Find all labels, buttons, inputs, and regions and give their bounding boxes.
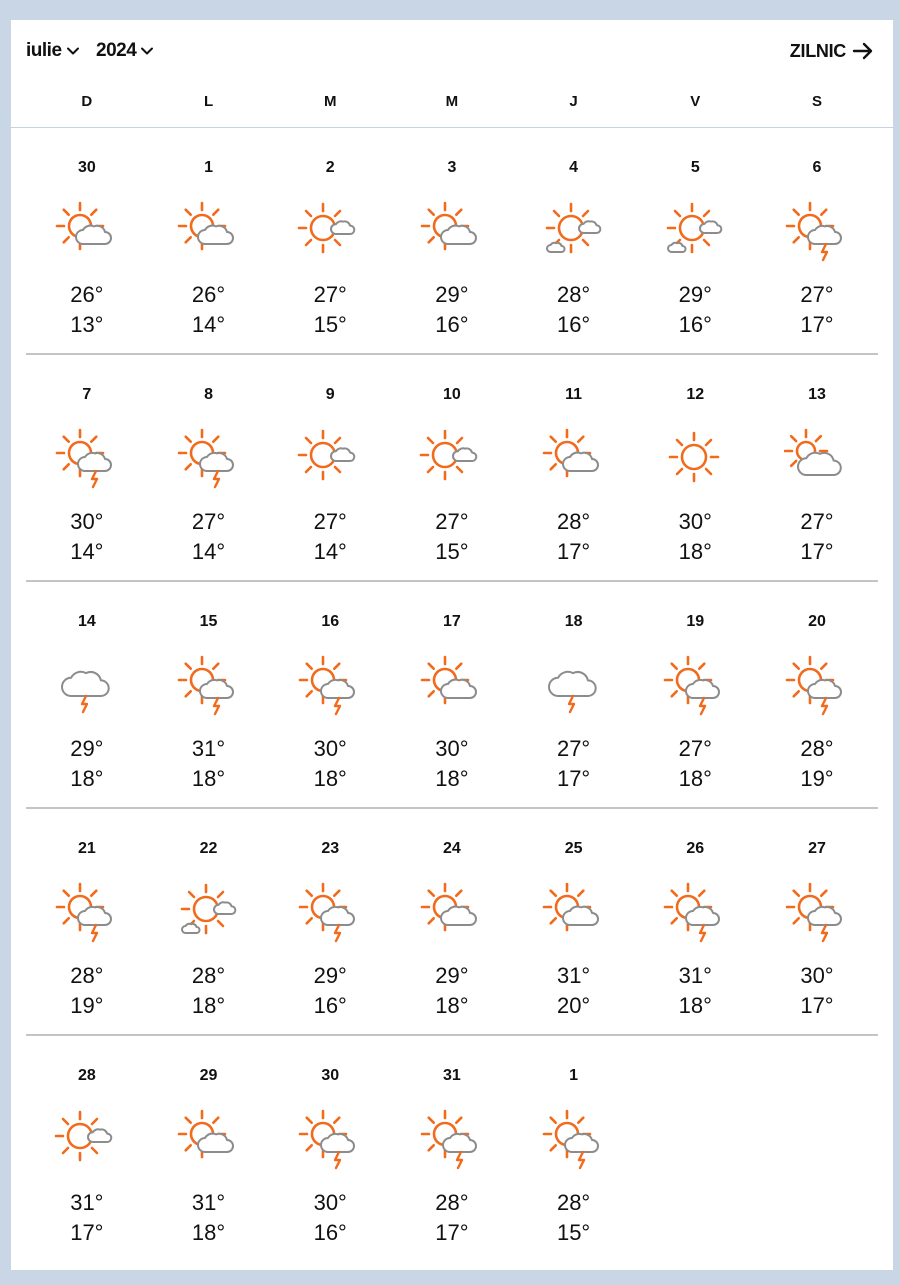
day-number: 22 — [199, 840, 218, 857]
sun-small-cloud-icon — [297, 200, 361, 264]
min-temperature: 18° — [191, 993, 226, 1018]
weekday-label: L — [203, 93, 214, 110]
min-temperature: 15° — [313, 312, 347, 337]
day-number: 10 — [443, 386, 461, 403]
sun-cloud-storm-icon — [297, 881, 361, 945]
min-temperature: 14° — [191, 312, 226, 337]
day-cell[interactable] — [513, 582, 635, 807]
max-temperature: 27° — [435, 509, 469, 534]
min-temperature: 17° — [800, 539, 834, 564]
max-temperature: 29° — [435, 282, 469, 307]
week-row — [26, 355, 878, 582]
sun-cloud-icon — [419, 654, 483, 718]
weekday-label: D — [81, 93, 93, 110]
day-cell[interactable] — [269, 582, 391, 807]
min-temperature: 18° — [70, 766, 104, 791]
day-number: 12 — [686, 386, 705, 403]
sun-two-clouds-icon — [662, 200, 726, 264]
day-number: 25 — [564, 840, 583, 857]
min-temperature: 18° — [435, 993, 469, 1018]
week-row — [26, 582, 878, 809]
day-cell[interactable] — [513, 128, 635, 353]
day-number: 28 — [77, 1067, 96, 1084]
day-cell[interactable] — [391, 582, 513, 807]
min-temperature: 15° — [435, 539, 469, 564]
day-cell[interactable] — [391, 809, 513, 1034]
daily-view-label: ZILNIC — [789, 40, 846, 61]
day-cell[interactable] — [26, 128, 148, 353]
day-cell[interactable] — [756, 809, 878, 1034]
day-number: 17 — [443, 613, 461, 630]
min-temperature: 19° — [70, 993, 104, 1018]
weekday-label: M — [445, 93, 459, 110]
sun-cloud-icon — [176, 1108, 240, 1172]
max-temperature: 29° — [678, 282, 712, 307]
max-temperature: 28° — [800, 736, 834, 761]
max-temperature: 28° — [70, 963, 104, 988]
year-label: 2024 — [96, 40, 137, 61]
sun-cloud-icon — [541, 881, 605, 945]
day-cell[interactable] — [26, 809, 148, 1034]
max-temperature: 26° — [191, 282, 226, 307]
max-temperature: 30° — [678, 509, 712, 534]
day-cell[interactable] — [148, 355, 270, 580]
max-temperature: 27° — [191, 509, 226, 534]
sun-cloud-icon — [176, 200, 240, 264]
year-selector[interactable] — [96, 38, 154, 64]
max-temperature: 26° — [70, 282, 104, 307]
week-row — [26, 1036, 878, 1263]
min-temperature: 13° — [70, 312, 104, 337]
weekday-label: J — [569, 93, 578, 110]
max-temperature: 29° — [70, 736, 104, 761]
day-number: 14 — [77, 613, 96, 630]
sun-cloud-icon — [541, 427, 605, 491]
day-number: 2 — [325, 159, 335, 176]
min-temperature: 14° — [70, 539, 104, 564]
day-number: 4 — [569, 159, 579, 176]
day-cell[interactable] — [756, 355, 878, 580]
min-temperature: 20° — [556, 993, 591, 1018]
day-number: 26 — [686, 840, 705, 857]
day-cell[interactable] — [391, 128, 513, 353]
day-number: 23 — [321, 840, 340, 857]
max-temperature: 31° — [556, 963, 591, 988]
sun-two-clouds-icon — [541, 200, 605, 264]
max-temperature: 27° — [313, 282, 347, 307]
calendar-header — [11, 20, 893, 82]
sun-cloud-storm-icon — [297, 1108, 361, 1172]
sun-two-clouds-icon — [176, 881, 240, 945]
day-number: 3 — [447, 159, 457, 176]
day-number: 18 — [564, 613, 583, 630]
week-row — [26, 128, 878, 355]
day-number: 7 — [82, 386, 92, 403]
day-cell[interactable] — [634, 128, 756, 353]
day-cell[interactable] — [634, 582, 756, 807]
min-temperature: 17° — [435, 1220, 469, 1245]
day-cell[interactable] — [148, 582, 270, 807]
min-temperature: 18° — [191, 1220, 226, 1245]
max-temperature: 27° — [678, 736, 712, 761]
sun-cloud-storm-icon — [541, 1108, 605, 1172]
day-number: 6 — [812, 159, 822, 176]
day-cell[interactable] — [269, 355, 391, 580]
weekday-header-row — [26, 92, 878, 112]
sun-cloud-icon — [419, 881, 483, 945]
day-cell[interactable] — [756, 582, 878, 807]
day-number: 30 — [77, 159, 96, 176]
sun-cloud-storm-icon — [176, 427, 240, 491]
min-temperature: 18° — [313, 766, 347, 791]
month-label: iulie — [26, 40, 62, 61]
min-temperature: 17° — [800, 993, 834, 1018]
day-cell[interactable] — [26, 582, 148, 807]
day-number: 8 — [204, 386, 213, 403]
max-temperature: 31° — [191, 736, 226, 761]
min-temperature: 16° — [556, 312, 591, 337]
chevron-down-icon — [140, 44, 154, 58]
month-selector[interactable] — [26, 38, 80, 64]
day-number: 9 — [325, 386, 335, 403]
max-temperature: 30° — [800, 963, 834, 988]
day-cell[interactable] — [391, 355, 513, 580]
max-temperature: 27° — [800, 282, 834, 307]
max-temperature: 28° — [556, 282, 591, 307]
max-temperature: 30° — [313, 736, 347, 761]
day-cell[interactable] — [391, 1036, 513, 1263]
calendar-panel — [11, 20, 893, 1270]
sun-cloud-storm-icon — [784, 654, 848, 718]
min-temperature: 16° — [678, 312, 712, 337]
week-row — [26, 809, 878, 1036]
day-cell[interactable] — [513, 1036, 635, 1263]
max-temperature: 29° — [313, 963, 347, 988]
sun-cloud-icon — [419, 200, 483, 264]
sun-cloud-storm-icon — [54, 881, 118, 945]
day-number: 11 — [565, 386, 583, 403]
min-temperature: 18° — [191, 766, 226, 791]
min-temperature: 17° — [556, 766, 591, 791]
min-temperature: 16° — [313, 993, 347, 1018]
day-number: 20 — [808, 613, 826, 630]
calendar-grid — [26, 128, 878, 1263]
day-cell[interactable] — [26, 355, 148, 580]
max-temperature: 28° — [556, 1190, 591, 1215]
sun-cloud-storm-icon — [297, 654, 361, 718]
min-temperature: 18° — [678, 539, 712, 564]
weekday-label: S — [811, 93, 822, 110]
day-cell[interactable] — [269, 1036, 391, 1263]
min-temperature: 17° — [556, 539, 591, 564]
min-temperature: 16° — [313, 1220, 347, 1245]
min-temperature: 17° — [800, 312, 834, 337]
cloud-storm-icon — [541, 654, 605, 718]
min-temperature: 16° — [435, 312, 469, 337]
weekday-label: M — [323, 93, 337, 110]
max-temperature: 28° — [556, 509, 591, 534]
day-number: 21 — [77, 840, 96, 857]
max-temperature: 31° — [678, 963, 712, 988]
day-number: 30 — [321, 1067, 340, 1084]
day-cell[interactable] — [634, 355, 756, 580]
day-cell[interactable] — [634, 809, 756, 1034]
sun-cloud-storm-icon — [662, 881, 726, 945]
day-cell[interactable] — [148, 1036, 270, 1263]
max-temperature: 30° — [313, 1190, 347, 1215]
sun-cloud-storm-icon — [419, 1108, 483, 1172]
day-cell[interactable] — [148, 128, 270, 353]
day-number: 19 — [686, 613, 705, 630]
min-temperature: 19° — [800, 766, 834, 791]
day-cell[interactable] — [513, 355, 635, 580]
day-number: 5 — [690, 159, 700, 176]
max-temperature: 27° — [800, 509, 834, 534]
day-cell[interactable] — [148, 809, 270, 1034]
day-number: 27 — [808, 840, 826, 857]
max-temperature: 28° — [191, 963, 226, 988]
cloud-storm-icon — [54, 654, 118, 718]
max-temperature: 29° — [435, 963, 469, 988]
day-number: 15 — [199, 613, 218, 630]
min-temperature: 14° — [191, 539, 226, 564]
sun-cloud-storm-icon — [176, 654, 240, 718]
max-temperature: 27° — [313, 509, 347, 534]
max-temperature: 31° — [70, 1190, 104, 1215]
max-temperature: 30° — [435, 736, 469, 761]
day-number: 31 — [443, 1067, 461, 1084]
day-cell[interactable] — [513, 809, 635, 1034]
min-temperature: 14° — [313, 539, 347, 564]
day-number: 1 — [569, 1067, 579, 1084]
day-number: 24 — [443, 840, 461, 857]
day-number: 1 — [204, 159, 213, 176]
day-cell[interactable] — [269, 809, 391, 1034]
day-cell[interactable] — [756, 128, 878, 353]
chevron-down-icon — [66, 44, 80, 58]
daily-view-link[interactable] — [790, 38, 874, 64]
day-number: 16 — [321, 613, 340, 630]
max-temperature: 27° — [556, 736, 591, 761]
day-cell[interactable] — [26, 1036, 148, 1263]
arrow-right-icon — [852, 42, 874, 60]
sun-small-cloud-icon — [54, 1108, 118, 1172]
day-number: 29 — [199, 1067, 218, 1084]
min-temperature: 17° — [70, 1220, 104, 1245]
max-temperature: 30° — [70, 509, 104, 534]
day-number: 13 — [808, 386, 826, 403]
day-cell[interactable] — [269, 128, 391, 353]
min-temperature: 18° — [678, 993, 712, 1018]
weekday-label: V — [690, 93, 701, 110]
max-temperature: 28° — [435, 1190, 469, 1215]
sun-cloud-storm-icon — [784, 881, 848, 945]
max-temperature: 31° — [191, 1190, 226, 1215]
sun-cloud-storm-icon — [662, 654, 726, 718]
sun-icon — [662, 427, 726, 491]
min-temperature: 15° — [556, 1220, 591, 1245]
sun-small-cloud-icon — [419, 427, 483, 491]
sun-cloud-storm-icon — [784, 200, 848, 264]
sun-small-cloud-icon — [297, 427, 361, 491]
cloud-sun-icon — [784, 427, 848, 491]
min-temperature: 18° — [678, 766, 712, 791]
sun-cloud-storm-icon — [54, 427, 118, 491]
sun-cloud-icon — [54, 200, 118, 264]
min-temperature: 18° — [435, 766, 469, 791]
